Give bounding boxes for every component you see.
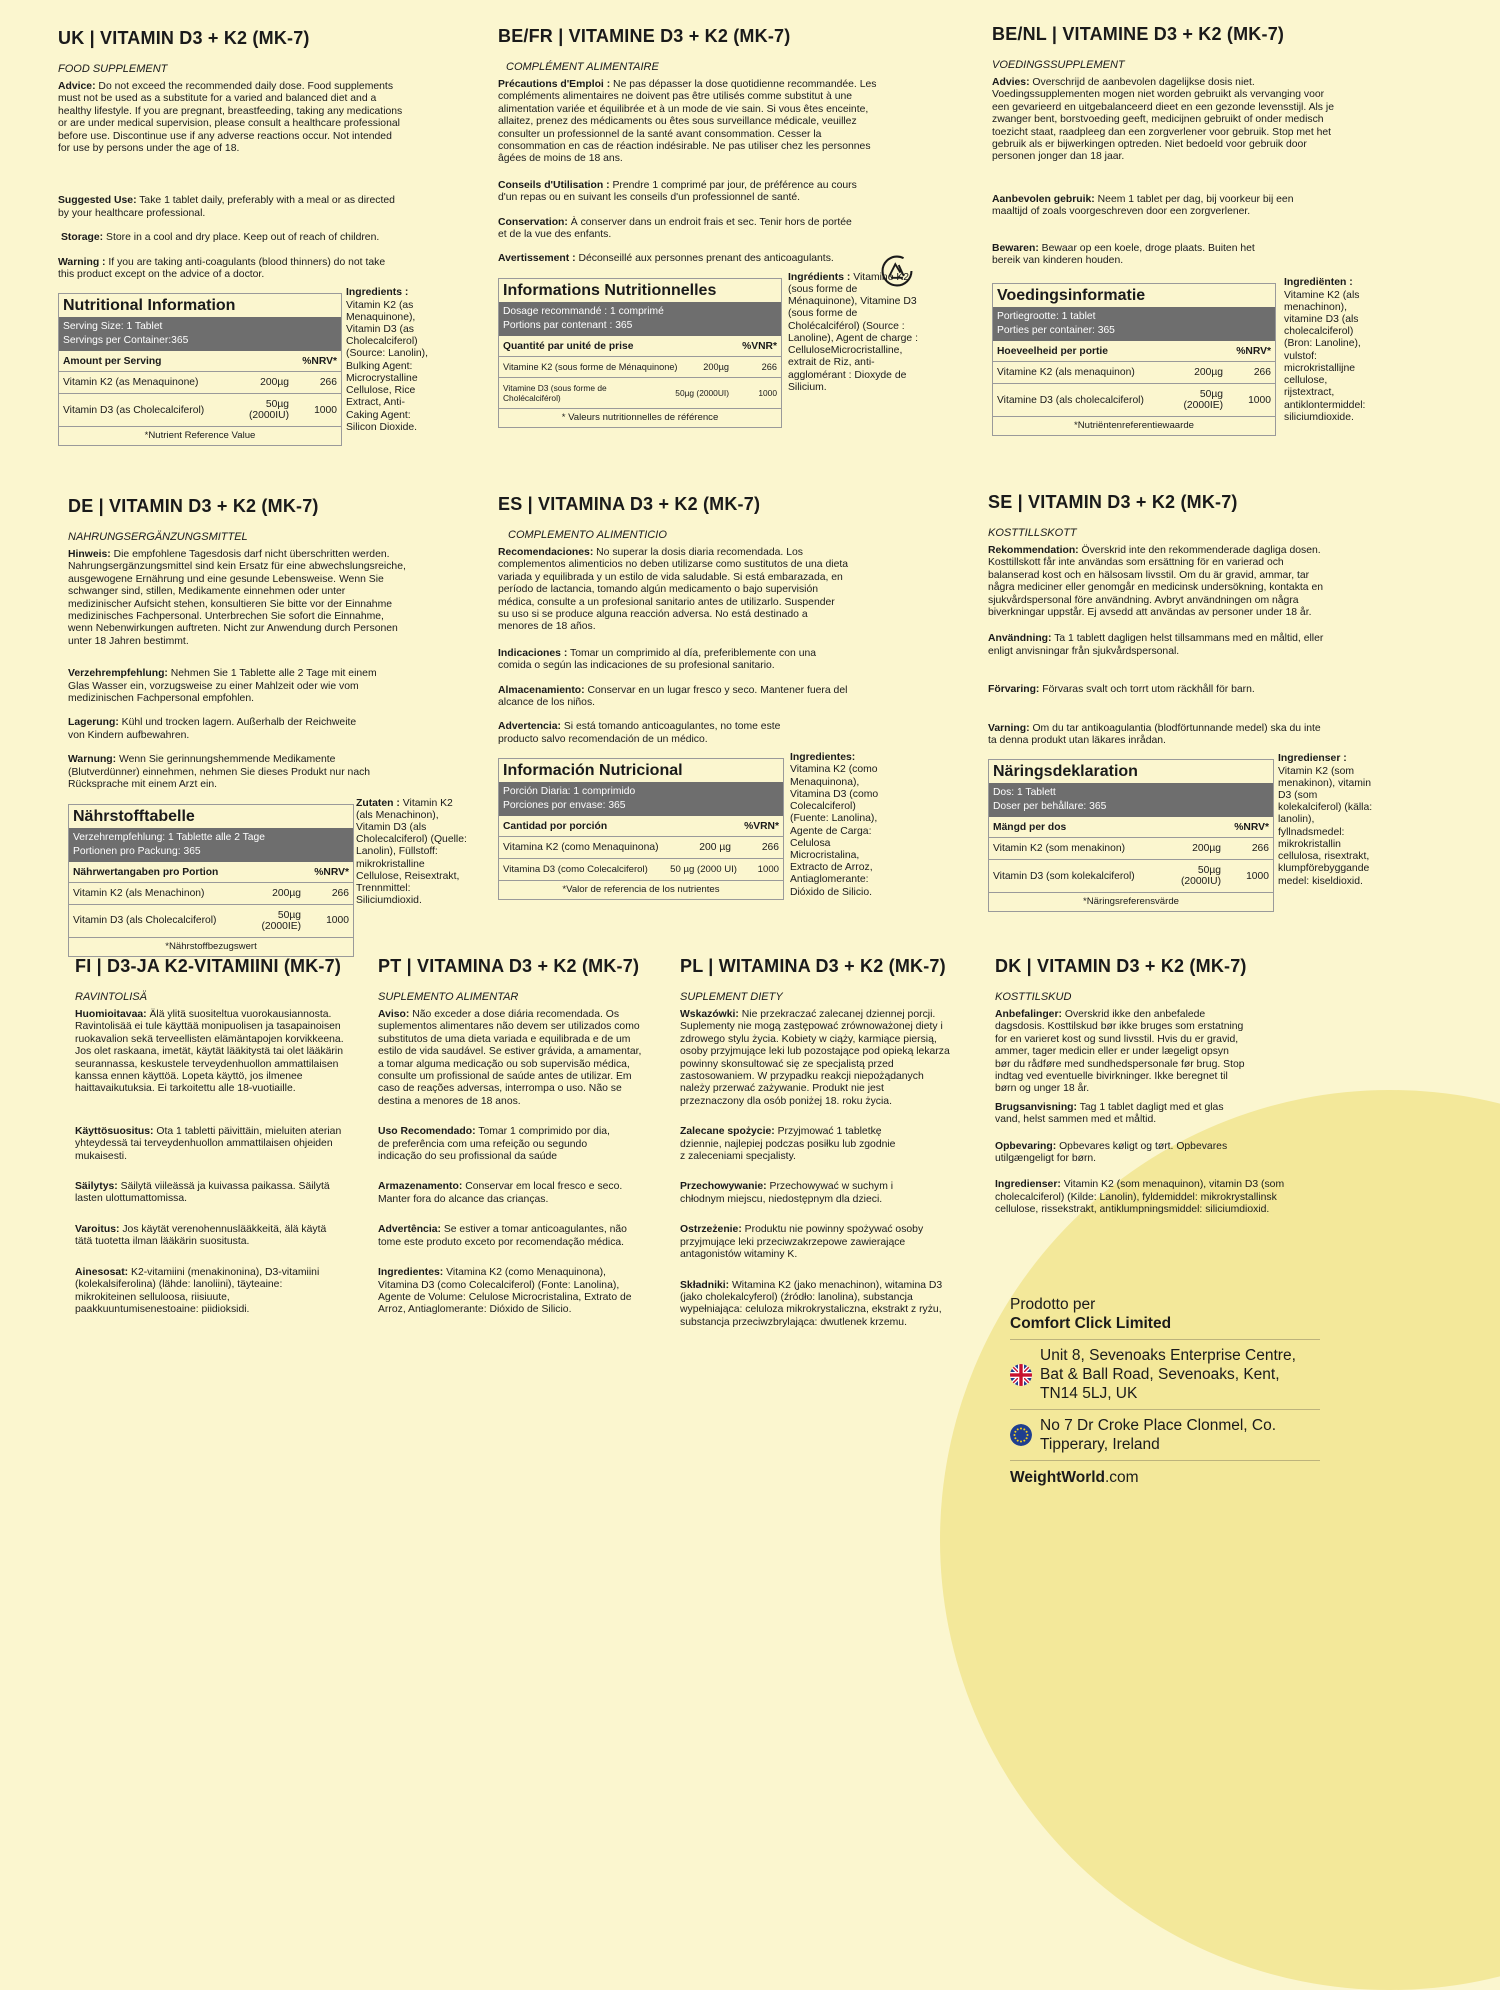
- panel-de: [68, 496, 467, 952]
- table-header: Nährwertangaben pro Portion %NRV*: [69, 862, 353, 883]
- serving-info: Portiegrootte: 1 tablet Porties per container: 365: [993, 307, 1275, 341]
- usage-text: Aanbevolen gebruik: Neem 1 tablet per dag, bij voorkeur bij een maaltijd of zoals voorgeschreven door een zorgverlener.: [992, 193, 1294, 218]
- panel-subtitle: COMPLÉMENT ALIMENTAIRE: [506, 61, 659, 73]
- nutrition-table-title: Nährstofftabelle: [73, 807, 195, 825]
- panel-befr: [498, 26, 918, 423]
- notice-text: Huomioitavaa: Älä ylitä suositeltua vuorokausiannosta. Ravintolisää ei tule käyttää monipuolisen ja tasapainoisen ruokavalion sekä terveellisten elämäntapojen korvikkeena. Jos olet raskaana, imetät, käytät lääkitystä tai olet lääkärin seurannassa, keskustele terveydenhuollon ammattilaisen kanssa ennen käyttöä. Lopeta käyttö, jos ilmenee haittavaikutuksia. Ei tarkoitettu alle 18-vuotiaille.: [75, 1009, 344, 1095]
- advice-text: Wskazówki: Nie przekraczać zalecanej dziennej porcji. Suplementy nie mogą zastępować zrównoważonej diety i zdrowego stylu życia. Kobiety w ciąży, karmiące piersią, osoby przyjmujące leki lub pozostające pod opieką lekarza powinny skonsultować się ze specjalistą przed zastosowaniem. W przypadku reakcji niepożądanych należy przerwać zażywanie. Produkt nie jest przeznaczony dla osób poniżej 18. roku życia.: [680, 1009, 950, 1107]
- table-row: Vitamine D3 (als cholecalciferol) 50µg (2000IE) 1000: [993, 384, 1275, 417]
- panel-pt: [378, 956, 648, 1329]
- nutrition-table-title: Informations Nutritionnelles: [503, 281, 717, 299]
- storage-text: Przechowywanie: Przechowywać w suchym i chłodnym miejscu, niedostępnym dla dzieci.: [680, 1181, 894, 1205]
- table-footnote: *Näringsreferensvärde: [1083, 896, 1179, 908]
- warning-text: Warnung: Wenn Sie gerinnungshemmende Medikamente (Blutverdünner) einnehmen, nehmen Sie dieses Produkt nur nach Rücksprache mit einem Arzt ein.: [68, 754, 371, 791]
- panel-title: SE | VITAMIN D3 + K2 (MK-7): [988, 492, 1238, 512]
- ingredients-text: Ingredienser : Vitamin K2 (som menakinon), vitamin D3 (som kolekalciferol) (källa: lanolin), fyllnadsmedel: mikrokristallin cellulosa, risextrakt, klumpförebyggande medel: kiseldioxid.: [1278, 753, 1373, 887]
- table-row: Vitamin D3 (as Cholecalciferol) 50µg (2000IU) 1000: [59, 394, 341, 427]
- nutrition-table-title: Información Nutricional: [503, 762, 683, 780]
- warning-text: Varning: Om du tar antikoagulantia (blodförtunnande medel) ska du inte ta denna produkt utan läkares inrådan.: [988, 722, 1321, 747]
- panel-title: UK | VITAMIN D3 + K2 (MK-7): [58, 28, 310, 48]
- serving-info: Dosage recommandé : 1 comprimé Portions par contenant : 365: [499, 302, 781, 336]
- table-footnote: *Valor de referencia de los nutrientes: [562, 884, 720, 896]
- panel-title: DK | VITAMIN D3 + K2 (MK-7): [995, 956, 1247, 976]
- eu-address: No 7 Dr Croke Place Clonmel, Co. Tipperary, Ireland: [1040, 1417, 1277, 1453]
- advice-text: Advies: Overschrijd de aanbevolen dagelijkse dosis niet. Voedingssupplementen mogen niet worden gebruikt als vervanging voor een gevarieerd en uitgebalanceerd dieet en een gezonde levensstijl. Als je zwanger bent, borstvoeding geeft, medicijnen gebruikt of onder medisch toezicht staat, raadpleeg dan een zorgverlener voor gebruik. Stop met het gebruik als er bijwerkingen optreden. Niet bedoeld voor gebruik door personen jonger dan 18 jaar.: [992, 77, 1334, 163]
- nutrition-table: [992, 283, 1276, 436]
- panel-title: PL | WITAMINA D3 + K2 (MK-7): [680, 956, 946, 976]
- panel-subtitle: VOEDINGSSUPPLEMENT: [992, 59, 1125, 71]
- recommendation-text: Rekommendation: Överskrid inte den rekommenderade dagliga dosen. Kosttillskott får inte användas som ersättning för en varierad och balanserad kost och en hälsosam livsstil. Om du är gravid, ammar, tar några mediciner eller genomgår en medicinsk undersökning, kontakta en sjukvårdspersonal före användning. Avbryt användningen om några biverkningar uppstår. Ej avsedd att användas av personer under 18 år.: [988, 545, 1324, 619]
- website[interactable]: WeightWorld.com: [1010, 1469, 1139, 1486]
- panel-es: [498, 494, 879, 898]
- ingredients-text: Ingredientes: Vitamina K2 (como Menaquinona), Vitamina D3 (como Colecalciferol) (Fonte: Lanolina), Agente de Volume: Celulose Microcristalina, Extrato de Arroz, Antiaglomerante: Dióxido de Silicio.: [378, 1267, 632, 1316]
- precautions-text: Précautions d'Emploi : Ne pas dépasser la dose quotidienne recommandée. Les compléments alimentaires ne doivent pas être utilisés comme substitut à une alimentation variée et équilibrée et à un mode de vie sain. Si vous êtes enceinte, allaitez, prenez des médicaments ou êtes sous surveillance médicale, veuillez consulter un professionnel de la santé avant consommation. Cesser la consommation en cas de réaction indésirable. Ne pas utiliser chez les personnes âgées de moins de 18 ans.: [498, 79, 877, 165]
- manufacturer-info: [1010, 1296, 1320, 1487]
- panel-subtitle: COMPLEMENTO ALIMENTICIO: [508, 529, 667, 541]
- nutrition-table: [498, 758, 784, 900]
- table-row: Vitamin K2 (as Menaquinone) 200µg 266: [59, 372, 341, 394]
- serving-info: Verzehrempfehlung: 1 Tablette alle 2 Tage Portionen pro Packung: 365: [69, 828, 353, 862]
- panel-subtitle: KOSTTILSKUD: [995, 991, 1072, 1003]
- table-row: Vitamina D3 (como Colecalciferol) 50 µg (2000 UI) 1000: [499, 859, 783, 881]
- usage-text: Zalecane spożycie: Przyjmować 1 tabletkę dziennie, najlepiej podczas posiłku lub zgodnie z zaleceniami specjalisty.: [680, 1126, 896, 1163]
- conservation-text: Conservation: À conserver dans un endroit frais et sec. Tenir hors de portée et de la vue des enfants.: [498, 216, 852, 241]
- table-row: Vitamina K2 (como Menaquinona) 200 µg 266: [499, 837, 783, 859]
- uk-address-row: [1010, 1339, 1320, 1410]
- storage-text: Säilytys: Säilytä viileässä ja kuivassa paikassa. Säilytä lasten ulottumattomissa.: [75, 1181, 330, 1205]
- storage-text: Armazenamento: Conservar em local fresco e seco. Manter fora do alcance das crianças.: [378, 1181, 623, 1205]
- storage-text: Almacenamiento: Conservar en un lugar fresco y seco. Mantener fuera del alcance de los niños.: [498, 684, 848, 709]
- eu-address-row: [1010, 1410, 1320, 1461]
- panel-dk: [995, 956, 1305, 1229]
- recommendations-text: Recomendaciones: No superar la dosis diaria recomendada. Los complementos alimenticios no deben utilizarse como sustitutos de una dieta variada y equilibrada y un estilo de vida saludable. Si está embarazada, en período de lactancia, tomando algún medicamento o bajo supervisión médica, consulte a un profesional sanitario antes de utilizarlo. Suspender su uso si se produce alguna reacción adversa. No está destinado a menores de 18 años.: [498, 547, 849, 633]
- table-row: Vitamine K2 (als menaquinon) 200µg 266: [993, 362, 1275, 384]
- storage-text: Opbevaring: Opbevares køligt og tørt. Opbevares utilgængeligt for børn.: [995, 1140, 1228, 1165]
- warning-text: Warning : If you are taking anti-coagulants (blood thinners) do not take this product except on the advice of a doctor.: [58, 256, 386, 281]
- suggested-use-text: Suggested Use: Take 1 tablet daily, preferably with a meal or as directed by your healthcare professional.: [58, 195, 395, 219]
- advertencia-text: Advertência: Se estiver a tomar anticoagulantes, não tome este produto exceto por recomendação médica.: [378, 1224, 627, 1248]
- recommendations-text: Anbefalinger: Overskrid ikke den anbefalede dagsdosis. Kosttilskud bør ikke bruges som erstatning for en varieret kost og sund livsstil. Hvis du er gravid, ammer, tager medicin eller er under lægeligt opsyn bør du rådføre med sundhedspersonale før brug. Stop indtag ved eventuelle bivirkninger. Ikke beregnet til børn og unger 18 år.: [995, 1009, 1245, 1095]
- ingredients-text: Składniki: Witamina K2 (jako menachinon), witamina D3 (jako cholekalcyferol) (źródło: lanolina), substancja wypełniająca: celuloza mikrokrystaliczna, ekstrakt z ryżu, substancja przeciwzbrylająca: dwutlenek krzemu.: [680, 1279, 943, 1328]
- produced-by-label: Prodotto per: [1010, 1296, 1096, 1313]
- hint-text: Hinweis: Die empfohlene Tagesdosis darf nicht überschritten werden. Nahrungsergänzungsmittel sind kein Ersatz für eine abwechslungsreiche, ausgewogene Ernährung und eine gesunde Lebensweise. Wenn Sie schwanger sind, stillen, Medikamente einnehmen oder unter medizinischer Aufsicht stehen, konsultieren Sie bitte vor der Einnahme medizinisches Fachpersonal. Unterbrechen Sie sofort die Einnahme, wenn Nebenwirkungen auftreten. Nicht zur Anwendung durch Personen unter 18 Jahren bestimmt.: [68, 549, 406, 647]
- table-row: Vitamine K2 (sous forme de Ménaquinone) 200µg 266: [499, 357, 781, 378]
- serving-info: Porción Diaria: 1 comprimido Porciones por envase: 365: [499, 782, 783, 816]
- serving-info: Dos: 1 Tablett Doser per behållare: 365: [989, 783, 1273, 817]
- usage-text: Brugsanvisning: Tag 1 tablet dagligt med et glas vand, helst sammen med et måltid.: [995, 1101, 1224, 1126]
- nutrition-table: [988, 759, 1274, 912]
- table-header: Hoeveelheid per portie %NRV*: [993, 341, 1275, 362]
- panel-benl: [992, 24, 1366, 432]
- uk-address: Unit 8, Sevenoaks Enterprise Centre, Bat & Ball Road, Sevenoaks, Kent, TN14 5LJ, UK: [1040, 1347, 1296, 1402]
- ingredients-text: Ingrediënten : Vitamine K2 (als menachinon), vitamine D3 (als cholecalciferol) (Bron: Lanoline), vulstof: microkristallijne cellulose, rijstextract, antiklontermiddel: siliciumdioxide.: [1284, 277, 1366, 423]
- warning-text: Ostrzeżenie: Produktu nie powinny spożywać osoby przyjmujące leki przeciwzakrzepowe zawierające antagonistów witaminy K.: [680, 1224, 924, 1261]
- table-footnote: *Nutrient Reference Value: [144, 430, 256, 442]
- table-header: Quantité par unité de prise %VNR*: [499, 336, 781, 357]
- usage-text: Användning: Ta 1 tablett dagligen helst tillsammans med en måltid, eller enligt anvisningar från sjukvårdspersonal.: [988, 633, 1324, 657]
- panel-uk: [58, 28, 429, 442]
- panel-subtitle: RAVINTOLISÄ: [75, 991, 147, 1003]
- panel-se: [988, 492, 1373, 908]
- ingredients-text: Ingrédients : Vitamine K2 (sous forme de Ménaquinone), Vitamine D3 (sous forme de Cholécalciférol) (Source : Lanoline), Agent de charge : CelluloseMicrocristalline, extrait de Riz, anti-agglomérant : Dioxyde de Silicium.: [788, 271, 918, 393]
- nutrition-table: [68, 804, 354, 957]
- panel-pl: [680, 956, 950, 1341]
- table-header: Mängd per dos %NRV*: [989, 817, 1273, 838]
- panel-title: DE | VITAMIN D3 + K2 (MK-7): [68, 496, 319, 516]
- nutrition-table-title: Näringsdeklaration: [993, 763, 1138, 781]
- panel-title: BE/NL | VITAMINE D3 + K2 (MK-7): [992, 24, 1285, 44]
- table-row: Vitamine D3 (sous forme de Cholécalciférol) 50µg (2000UI) 1000: [499, 378, 781, 409]
- ingredients-text: Ingredienser: Vitamin K2 (som menaquinon), vitamin D3 (som cholecalciferol) (Kilde: Lanolin), fyldemiddel: mikrokrystallinsk cellulose, rissekstrakt, antiklumpningsmiddel: siliciumdioxid.: [995, 1179, 1285, 1216]
- ingredients-text: Ingredients : Vitamin K2 (as Menaquinone), Vitamin D3 (as Cholecalciferol) (Source: Lanolin), Bulking Agent: Microcrystalline Cellulose, Rice Extract, Anti-Caking Agent: Silicon Dioxide.: [346, 287, 429, 433]
- panel-fi: [75, 956, 345, 1328]
- storage-text: Lagerung: Kühl und trocken lagern. Außerhalb der Reichweite von Kindern aufbewahren.: [68, 717, 357, 741]
- panel-subtitle: SUPLEMENT DIETY: [680, 991, 783, 1003]
- usage-text: Uso Recomendado: Tomar 1 comprimido por dia, de preferência com uma refeição ou segundo indicação do seu profissional da saúde: [378, 1126, 610, 1163]
- storage-text: Storage: Store in a cool and dry place. Keep out of reach of children.: [61, 232, 380, 244]
- nutrition-table-title: Nutritional Information: [63, 297, 236, 315]
- nutrition-table: [58, 293, 342, 446]
- storage-text: Förvaring: Förvaras svalt och torrt utom räckhåll för barn.: [988, 684, 1255, 696]
- eu-flag-icon: [1010, 1424, 1032, 1446]
- table-footnote: *Nährstoffbezugswert: [165, 940, 257, 952]
- panel-title: PT | VITAMINA D3 + K2 (MK-7): [378, 956, 640, 976]
- ingredients-text: Ainesosat: K2-vitamiini (menakinonina), D3-vitamiini (kolekalsiferolina) (lähde: lanoliini), täyteaine: mikrokiteinen selluloosa, riisiuute, paakkuuntumisenestoaine: piidioksidi.: [75, 1266, 320, 1315]
- company-name: Comfort Click Limited: [1010, 1315, 1172, 1332]
- nutrition-table-title: Voedingsinformatie: [997, 287, 1146, 305]
- storage-text: Bewaren: Bewaar op een koele, droge plaats. Buiten het bereik van kinderen houden.: [992, 242, 1255, 267]
- indications-text: Indicaciones : Tomar un comprimido al día, preferiblemente con una comida o según las indicaciones de su profesional sanitario.: [498, 647, 817, 672]
- warning-text: Varoitus: Jos käytät verenohennuslääkkeitä, älä käytä tätä tuotetta ilman lääkärin suositusta.: [75, 1223, 327, 1248]
- table-footnote: * Valeurs nutritionnelles de référence: [561, 411, 719, 423]
- advice-text: Advice: Do not exceed the recommended daily dose. Food supplements must not be used as a substitute for a varied and balanced diet and a healthy lifestyle. If you are pregnant, breastfeeding, taking any medications or are under medical supervision, please consult a healthcare professional before use. Discontinue use if any adverse reactions occur. Not intended for use by persons under the age of 18.: [58, 81, 403, 155]
- usage-text: Verzehrempfehlung: Nehmen Sie 1 Tablette alle 2 Tage mit einem Glas Wasser ein, vorzugsweise zu einer Mahlzeit oder wie vom medizinischen Fachpersonal empfohlen.: [68, 668, 377, 705]
- usage-text: Conseils d'Utilisation : Prendre 1 comprimé par jour, de préférence au cours d'un repas ou en suivant les conseils d'un professionnel de santé.: [498, 179, 857, 204]
- ingredients-text: Zutaten : Vitamin K2 (als Menachinon), Vitamin D3 (als Cholecalciferol) (Quelle: Lanolin), Füllstoff: mikrokristalline Cellulose, Reisextrakt, Trennmittel: Siliciumdioxid.: [356, 797, 467, 907]
- table-header: Cantidad por porción %VRN*: [499, 816, 783, 837]
- panel-subtitle: KOSTTILLSKOTT: [988, 527, 1077, 539]
- serving-info: Serving Size: 1 Tablet Servings per Container:365: [59, 317, 341, 351]
- panel-subtitle: SUPLEMENTO ALIMENTAR: [378, 991, 519, 1003]
- usage-text: Käyttösuositus: Ota 1 tabletti päivittäin, mieluiten aterian yhteydessä tai terveydenhuollon ammattilaisen ohjeiden mukaisesti.: [75, 1125, 342, 1162]
- panel-title: BE/FR | VITAMINE D3 + K2 (MK-7): [498, 26, 791, 46]
- panel-subtitle: FOOD SUPPLEMENT: [58, 63, 168, 75]
- table-row: Vitamin D3 (som kolekalciferol) 50µg (2000IU) 1000: [989, 860, 1273, 893]
- nutrition-table: [498, 278, 782, 428]
- uk-flag-icon: [1010, 1364, 1032, 1386]
- table-row: Vitamin K2 (als Menachinon) 200µg 266: [69, 883, 353, 905]
- ingredients-text: Ingredientes: Vitamina K2 (como Menaquinona), Vitamina D3 (como Colecalciferol) (Fuente: Lanolina), Agente de Carga: Celulosa Microcristalina, Extracto de Arroz, Antiaglomerante: Dióxido de Silicio.: [790, 752, 879, 898]
- panel-title: FI | D3-JA K2-VITAMIINI (MK-7): [75, 956, 342, 976]
- table-row: Vitamin D3 (als Cholecalciferol) 50µg (2000IE) 1000: [69, 905, 353, 938]
- warning-text: Advertencia: Si está tomando anticoagulantes, no tome este producto salvo recomendación de un médico.: [498, 721, 781, 745]
- warning-text: Avertissement : Déconseillé aux personnes prenant des anticoagulants.: [498, 253, 834, 265]
- table-footnote: *Nutriëntenreferentiewaarde: [1074, 420, 1194, 432]
- panel-subtitle: NAHRUNGSERGÄNZUNGSMITTEL: [68, 531, 248, 543]
- table-row: Vitamin K2 (som menakinon) 200µg 266: [989, 838, 1273, 860]
- panel-title: ES | VITAMINA D3 + K2 (MK-7): [498, 494, 761, 514]
- table-header: Amount per Serving %NRV*: [59, 351, 341, 372]
- warning-text: Aviso: Não exceder a dose diária recomendada. Os suplementos alimentares não devem ser utilizados como substitutos de uma dieta variada e equilibrada e de um estilo de vida saudável. Se estiver grávida, a amamentar, a tomar alguma medicação ou sob supervisão médica, consulte um profissional de saúde antes de utilizar. Em caso de reações adversas, interrompa o uso. Não se destina a menores de 18 anos.: [378, 1009, 642, 1107]
